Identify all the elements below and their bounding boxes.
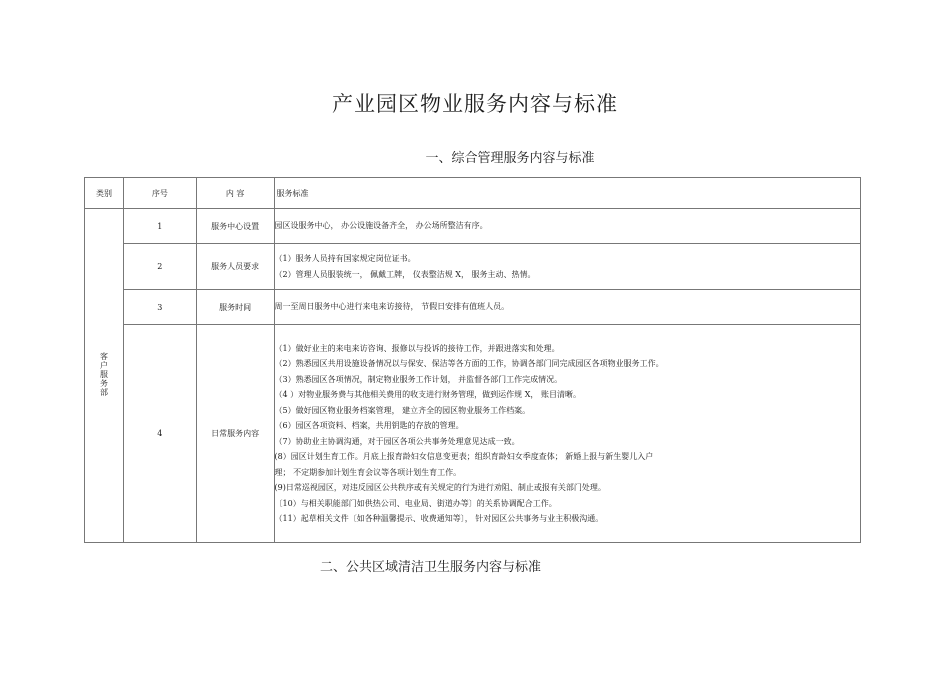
row-standard: [274, 290, 860, 325]
standard-line: （5）做好园区物业服务档案管理， 建立齐全的园区物业服务工作档案。: [274, 405, 531, 415]
table-row: [85, 290, 861, 325]
row-standard: [274, 244, 860, 290]
standard-line: （4 ）对物业服务费与其他相关费用的收支进行财务管理，做到运作规 X， 账目清晰。: [274, 390, 581, 399]
standard-line: （7）协助业主协调沟通，对于园区各项公共事务处理意见达成一致。: [274, 436, 520, 446]
service-standard-table: [84, 177, 861, 543]
document-title: 产业园区物业服务内容与标准: [332, 92, 618, 116]
row-item: 服务中心设置: [196, 209, 274, 244]
category-label: 客户服务部: [99, 352, 109, 397]
row-item: 日常服务内容: [196, 325, 274, 543]
header-standard: 服务标准: [274, 178, 860, 209]
standard-line: 园区设服务中心， 办公设施设备齐全， 办公场所整洁有序。: [274, 221, 488, 231]
standard-line: （2）熟悉园区共用设施设备情况以与保安、保洁等各方面的工作，协调各部门同完成园区各项物业服务工作。: [274, 359, 664, 368]
table-row: [85, 244, 861, 290]
standard-line: 周一至周日服务中心进行来电来访接待， 节假日安排有值班人员。: [274, 302, 510, 312]
standard-line: （3）熟悉园区各项情况，制定物业服务工作计划， 并监督各部门工作完成情况。: [274, 374, 563, 384]
standard-line: 理； 不定期参加计划生育会议等各项计划生育工作。: [274, 467, 462, 477]
standard-line: （1）做好业主的来电来访咨询、报修以与投诉的接待工作，并跟进落实和处理。: [274, 343, 560, 353]
row-item: 服务时间: [196, 290, 274, 325]
table-header-row: [85, 178, 861, 209]
header-content: 内 容: [196, 178, 274, 209]
standard-line: （1）服务人员持有国家规定岗位证书。: [274, 254, 416, 263]
standard-line: 〔10）与相关职能部门如供热公司、电业局、街道办等〕的关系协调配合工作。: [274, 498, 557, 508]
table-row: [85, 209, 861, 244]
standard-line: (8）园区计划生育工作。月底上报育龄妇女信息变更表；组织育龄妇女季度查体； 新婚上报与新生婴儿入户: [274, 452, 654, 461]
row-number: 3: [123, 290, 196, 325]
table-row: [85, 325, 861, 543]
standard-line: （2）管理人员服装统一， 佩戴工牌， 仪表整洁规 X， 服务主动、热情。: [274, 269, 536, 279]
standard-line: （6）园区各项资料、档案，共用钥匙的存放的管理。: [274, 421, 464, 430]
header-number: 序号: [123, 178, 196, 209]
row-standard: [274, 325, 860, 543]
section-heading-2: 二、公共区域清洁卫生服务内容与标准: [320, 560, 542, 575]
row-number: 1: [123, 209, 196, 244]
row-number: 2: [123, 244, 196, 290]
header-category: 类别: [85, 178, 124, 209]
section-heading-1: 一、综合管理服务内容与标准: [425, 151, 595, 166]
row-number: 4: [123, 325, 196, 543]
standard-line: （11）起草相关文件〔如各种温馨提示、收费通知等〕， 针对园区公共事务与业主积极沟通。: [274, 514, 604, 523]
row-standard: [274, 209, 860, 244]
standard-line: (9)日常巡视园区，对违反园区公共秩序或有关规定的行为进行劝阻、制止或报有关部门处理。: [274, 483, 606, 492]
row-item: 服务人员要求: [196, 244, 274, 290]
category-cell: [85, 209, 124, 543]
